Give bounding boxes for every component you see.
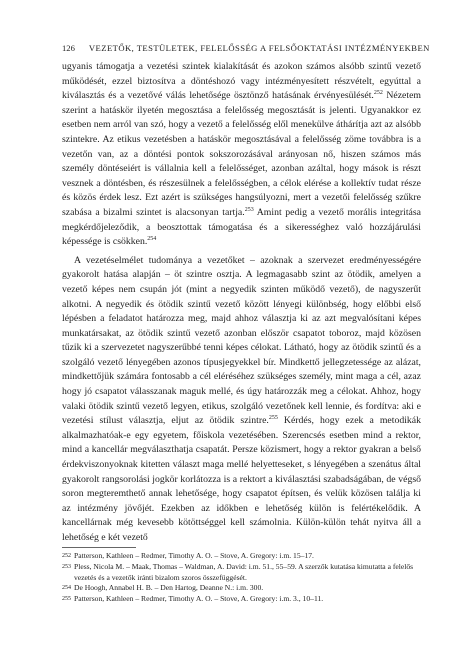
footnote-number: 254 <box>62 585 71 592</box>
paragraph-2-text-b: Kérdés, hogy ezek a metodikák alkalmazhatóak-e egy egyetem, főiskola vezetésében. Szerencsés esetben mind a rektor, mind a kancellár megválaszthatja csapatát. Persze közismert, hogy a rektor gyakran a belső érdekviszonyoknak kitetten választ maga mellé helyetteseket, s lényegében a szenátus által gyakorolt rangsorolási jogkör korlátozza is a rektort a kiválasztási szabadságában, de végső soron megteremthető annak lehetősége, hogy csapatot építsen, és velük közösen találja ki az intézmény jövőjét. Ezekben az időkben e lehetőség külön is felértékelődik. A kancellárnak még kevesebb kötöttséggel kell számolnia. Külön-külön tehát nyitva áll a lehetőség e két vezető <box>62 415 421 543</box>
paragraph-1-text-a: ugyanis támogatja a vezetési szintek kialakítását és azokon számos alsóbb szintű vezető működését, ezzel biztosítva a döntéshozó vagy intézményesített részvételt, egyúttal a kiválasztás és a vezetővé válás lehetősége ösztönző hatásának érvényesülését. <box>62 61 421 102</box>
footnote-number: 252 <box>62 553 71 559</box>
footnote-number: 255 <box>62 596 71 603</box>
footnote-item <box>62 562 421 584</box>
footnote-number: 253 <box>62 563 71 570</box>
footnote-item <box>62 583 421 594</box>
footnote-ref-255[interactable]: 255 <box>268 415 278 421</box>
paragraph-2 <box>62 254 421 546</box>
footnote-ref-254[interactable]: 254 <box>147 235 157 242</box>
footnote-separator <box>62 547 136 548</box>
running-header <box>62 43 430 53</box>
footnote-item <box>62 594 421 605</box>
footnote-text: Pless, Nicola M. – Maak, Thomas – Waldman, A. David: i.m. 51., 55–59. A szerzők kutatása kimutatta a felelős vezetés és a vezetők iránti bizalom szoros összefüggését. <box>74 561 414 582</box>
paragraph-1 <box>62 60 421 250</box>
footnote-item <box>62 551 421 562</box>
footnote-ref-252[interactable]: 252 <box>373 89 383 96</box>
footnotes <box>62 551 421 605</box>
running-title: VEZETŐK, TESTÜLETEK, FELELŐSSÉG A FELSŐOKTATÁSI INTÉZMÉNYEKBEN <box>88 43 430 53</box>
footnote-text: Patterson, Kathleen – Redmer, Timothy A. O. – Stove, A. Gregory: i.m. 15–17. <box>74 551 314 560</box>
paragraph-2-text-a: A vezetéselmélet tudománya a vezetőket – azoknak a szervezet eredményességére gyakorolt hatása alapján – öt szintre osztja. A legmagasabb szint az ötödik, amelyen a vezető képes nem csupán jót (mint a negyedik szinten működő vezető), de nagyszerűt alkotni. A negyedik és ötödik szintű vezető között lényegi különbség, hogy előbbi első lépésben a feladatot határozza meg, majd ahhoz választja ki az azt megvalósítani képes munkatársakat, az ötödik szintű vezető azonban először csapatot toboroz, majd közösen tűzik ki a szervezetet nagyszerűbbé tenni képes célokat. Látható, hogy az ötödik szintű és a szolgáló vezető lényegében azonos típusjegyekkel bír. Mindkettő jellegzetessége az alázat, mindkettőjük számára fontosabb a cél eléréséhez szükséges személy, mint maga a cél, azaz hogy jó csapatot válasszanak maguk mellé, és úgy határozzák meg a célokat. Ahhoz, hogy valaki ötödik szintű vezető legyen, etikus, szolgáló vezetőnek kell lennie, és fordítva: aki e vezetési stílust választja, eljut az ötödik szintre. <box>62 254 421 427</box>
body-text <box>62 60 421 546</box>
footnote-text: De Hoogh, Annabel H. B. – Den Hartog, Deanne N.: i.m. 300. <box>74 583 264 593</box>
paragraph-1-text-c: Amint pedig a vezető morális integritása megkérdőjeleződik, a beosztottak támogatása és a sikerességhez való hozzájárulási képessége is csökken. <box>62 206 421 248</box>
page-number: 126 <box>62 43 75 53</box>
footnote-text: Patterson, Kathleen – Redmer, Timothy A. O. – Stove, A. Gregory: i.m. 3., 10–11. <box>74 594 324 604</box>
paragraph-1-text-b: Nézetem szerint a hatáskör ilyetén megosztása a felelősség megosztását is jelenti. Ugyanakkor ez esetben nem arról van szó, hogy a vezető a felelősség elől menekülve áthárítja azt az alsóbb szintekre. Az etikus vezetésben a hatáskör megosztásával a felelősség zöme továbbra is a vezetőn van, az a döntési pontok sokszorozásával arányosan nő, hiszen számos más személy döntéseiért is vállalnia kell a felelősséget, azonban azáltal, hogy mások is részt vesznek a döntésben, és részesülnek a felelősségben, a célok elérése a kollektív tudat része és közös érdek lesz. Ezt azért is szükséges hangsúlyozni, mert a vezetői felelősség szűkre szabása a bizalmi szintet is alacsonyan tartja. <box>62 90 421 218</box>
footnote-ref-253[interactable]: 253 <box>244 206 254 213</box>
